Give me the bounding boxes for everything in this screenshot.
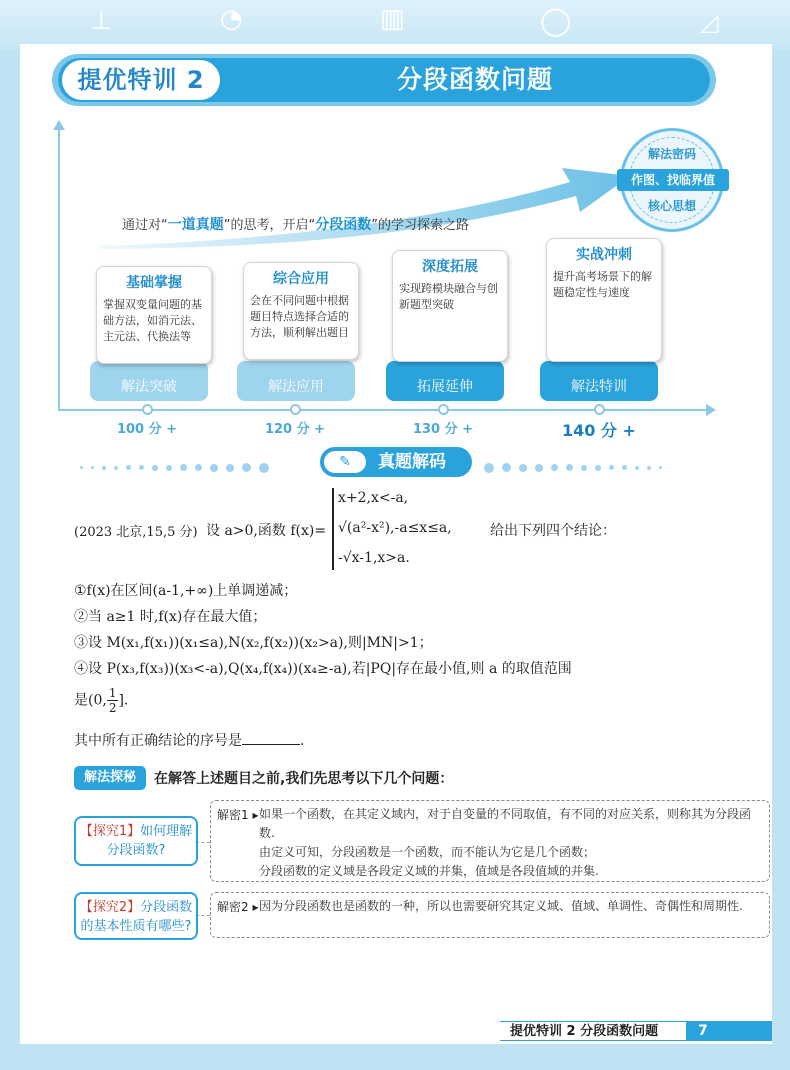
stage-card-1 [96, 266, 212, 364]
section-banner: 真题解码 [320, 447, 472, 477]
conclusion-3: ③设 M(x₁,f(x₁))(x₁≤a),N(x₂,f(x₂))(x₂>a),则|MN|>1； [74, 635, 433, 651]
ask-end: . [300, 733, 305, 749]
lead-sentence [122, 214, 469, 234]
coordinate-doodle-icon: ⊥ [90, 6, 113, 36]
question-prefix-1: 【探究1】 [79, 824, 141, 839]
fraction-denominator: 2 [108, 701, 117, 715]
fraction [107, 686, 119, 715]
stage-tick-3 [438, 404, 449, 415]
stage-title-4: 实战冲刺 [576, 247, 632, 263]
answer-tag-2: 解密2 ▸ [217, 900, 259, 914]
stamp-bottom-text: 核心思想 [647, 199, 696, 213]
vertical-axis [58, 128, 60, 410]
answer-blank[interactable] [242, 731, 300, 745]
question-box-2 [74, 892, 198, 940]
range-left: (0, [88, 692, 107, 709]
stage-body-2: 会在不同问题中根据题目特点选择合适的方法，顺利解出题目 [250, 294, 349, 339]
range-right: ]. [118, 692, 129, 709]
question-text-2: 分段函数的基本性质有哪些? [80, 900, 193, 934]
stage-body-4: 提升高考场景下的解题稳定性与速度 [553, 270, 652, 299]
fraction-numerator: 1 [108, 686, 117, 700]
stage-base-1: 解法突破 [90, 361, 208, 401]
footer-title: 提优特训 2 分段函数问题 [500, 1021, 686, 1041]
stage-title-2: 综合应用 [273, 271, 329, 287]
answer-box-1 [210, 800, 770, 882]
problem-lead: 设 a>0,函数 f(x)= [206, 523, 327, 539]
triangle-doodle-icon: ◿ [700, 8, 719, 36]
divider-dots-left [80, 457, 277, 465]
connector-1 [196, 842, 210, 843]
stamp-top-text: 解法密码 [647, 147, 696, 161]
conclusion-1: ①f(x)在区间(a-1,+∞)上单调递减； [74, 583, 298, 599]
stage-score-1: 100 分 + [116, 422, 178, 437]
stage-card-3 [392, 250, 508, 362]
problem-tail: 给出下列四个结论： [490, 523, 616, 539]
method-stamp [620, 128, 724, 232]
question-prefix-2: 【探究2】 [79, 900, 141, 915]
lead-prefix: 通过对“ [122, 218, 168, 233]
method-tag: 解法探秘 [74, 766, 146, 790]
range-prefix: 是 [74, 692, 88, 709]
answer-box-2 [210, 892, 770, 938]
stage-base-4: 解法特训 [540, 361, 658, 401]
lead-highlight-1: 一道真题 [167, 217, 224, 233]
piece-1: x+2,x<-a, [338, 490, 409, 506]
stage-score-4: 140 分 + [562, 421, 636, 440]
conclusion-2: ②当 a≥1 时,f(x)存在最大值； [74, 609, 267, 625]
lead-middle: ”的思考，开启“ [223, 218, 316, 233]
horizontal-axis [58, 409, 708, 411]
stage-tick-4 [594, 404, 605, 415]
stage-tick-1 [142, 404, 153, 415]
progress-arrow [100, 150, 640, 250]
ask-text: 其中所有正确结论的序号是 [74, 733, 242, 749]
stage-base-3: 拓展延伸 [386, 361, 504, 401]
conclusion-4: ④设 P(x₃,f(x₃))(x₃<-a),Q(x₄,f(x₄))(x₄≥-a),若|PQ|存在最小值,则 a 的取值范围 [74, 661, 572, 677]
spiral-doodle-icon: ◔ [220, 4, 243, 34]
bars-doodle-icon: ▥ [380, 4, 405, 34]
page-title: 分段函数问题 [396, 65, 553, 94]
piece-3: -√x-1,x>a. [338, 550, 410, 566]
problem-source: (2023 北京,15,5 分) [74, 525, 198, 540]
divider-dots-right [484, 457, 670, 465]
top-decor-band [0, 0, 790, 50]
question-box-1 [74, 816, 198, 866]
piece-2: √(a²-x²),-a≤x≤a, [338, 520, 452, 536]
lead-suffix: ”的学习探索之路 [371, 218, 469, 233]
circle-doodle-icon: ◯ [540, 4, 572, 37]
stage-title-3: 深度拓展 [422, 259, 478, 275]
answer-tag-1: 解密1 ▸ [217, 808, 259, 822]
stage-tick-2 [290, 404, 301, 415]
answer-text-2: 因为分段函数也是函数的一种，所以也需要研究其定义域、值域、单调性、奇偶性和周期性. [259, 899, 743, 913]
method-intro: 在解答上述题目之前,我们先思考以下几个问题： [154, 771, 454, 787]
stage-base-2: 解法应用 [237, 361, 355, 401]
stage-score-3: 130 分 + [412, 422, 474, 437]
page-number: 7 [698, 1023, 708, 1039]
book-icon: ✎ [324, 451, 366, 473]
header-tag: 提优特训 2 [62, 60, 220, 100]
question-text-1: 如何理解分段函数? [106, 824, 193, 858]
stage-body-1: 掌握双变量问题的基础方法，如消元法、主元法、代换法等 [103, 298, 202, 343]
stage-card-2 [243, 262, 359, 360]
stage-card-4 [546, 238, 662, 362]
stage-score-2: 120 分 + [264, 422, 326, 437]
stage-title-1: 基础掌握 [126, 275, 182, 291]
connector-2 [196, 915, 210, 916]
stage-body-3: 实现跨模块融合与创新题型突破 [399, 282, 498, 311]
answer-prompt [74, 730, 304, 750]
answer-text-1: 如果一个函数，在其定义域内，对于自变量的不同取值，有不同的对应关系，则称其为分段函数. 由定义可知，分段函数是一个函数，而不能认为它是几个函数； 分段函数的定义域是各段定义域的并集，值域是各段值域的并集. [259, 807, 752, 878]
stamp-middle-text: 作图、找临界值 [617, 169, 729, 191]
lead-highlight-2: 分段函数 [315, 217, 372, 233]
conclusion-4-range [74, 686, 128, 715]
